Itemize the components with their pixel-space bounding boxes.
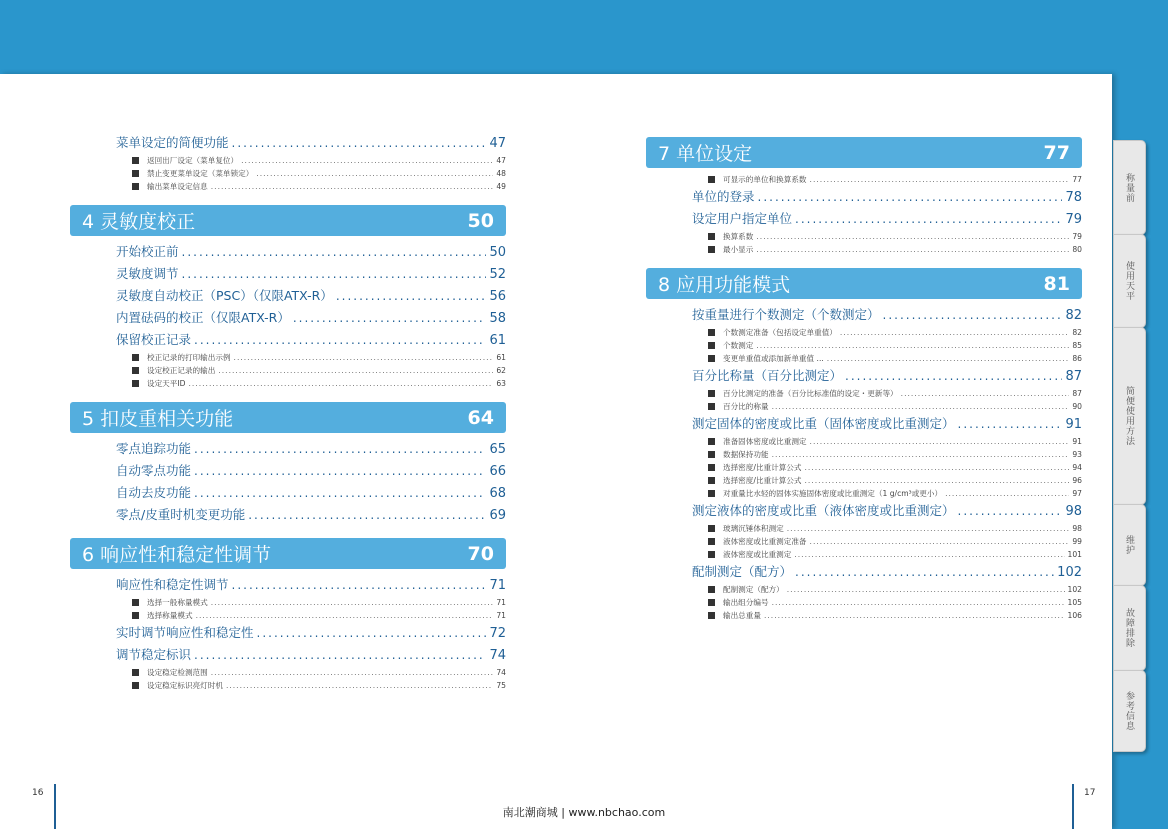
toc-entry[interactable] <box>692 413 1082 435</box>
leader-dots <box>211 666 494 679</box>
leader-dots <box>827 352 1070 365</box>
bullet-square-icon <box>132 367 139 374</box>
bullet-square-icon <box>132 354 139 361</box>
subentry-page: 87 <box>1072 389 1082 398</box>
page-number-left: 16 <box>32 788 44 798</box>
toc-subentry[interactable] <box>692 596 1082 609</box>
toc-entry[interactable] <box>116 438 506 460</box>
subentry-label: 换算系数 <box>723 232 754 241</box>
subentry-page: 71 <box>496 611 506 620</box>
bullet-square-icon <box>708 176 715 183</box>
leader-dots <box>772 448 1070 461</box>
leader-dots <box>901 387 1070 400</box>
subentry-page: 71 <box>496 598 506 607</box>
subentry-page: 48 <box>496 169 506 178</box>
bullet-square-icon <box>132 669 139 676</box>
toc-left-column <box>70 132 506 692</box>
entry-page: 79 <box>1065 212 1082 227</box>
subentry-label: 校正记录的打印输出示例 <box>147 353 231 362</box>
bullet-square-icon <box>708 464 715 471</box>
entry-label: 灵敏度自动校正（PSC）（仅限ATX-R） <box>116 288 333 303</box>
tab-before-weighing[interactable]: 称量前 <box>1113 140 1146 235</box>
chapter-title: 5 扣皮重相关功能 <box>82 408 234 430</box>
page-number-right: 17 <box>1084 788 1096 798</box>
entry-page: 69 <box>489 508 506 523</box>
leader-dots <box>232 574 487 596</box>
entry-label: 单位的登录 <box>692 189 755 204</box>
subentry-page: 97 <box>1072 489 1082 498</box>
subentry-label: 液体密度或比重测定准备 <box>723 537 807 546</box>
subentry-label: 设定校正记录的输出 <box>147 366 216 375</box>
subentry-label: 输出组分编号 <box>723 598 769 607</box>
subentry-label: 设定稳定标识亮灯时机 <box>147 681 223 690</box>
leader-dots <box>194 329 486 351</box>
tab-troubleshooting[interactable]: 故障排除 <box>1113 585 1146 671</box>
leader-dots <box>795 561 1054 583</box>
leader-dots <box>194 644 486 666</box>
bullet-square-icon <box>708 390 715 397</box>
leader-dots <box>756 339 1069 352</box>
leader-dots <box>805 461 1070 474</box>
subentry-page: 96 <box>1072 476 1082 485</box>
leader-dots <box>805 474 1070 487</box>
bullet-square-icon <box>708 538 715 545</box>
toc-right-column <box>646 137 1082 622</box>
leader-dots <box>336 285 487 307</box>
subentry-page: 85 <box>1072 341 1082 350</box>
entry-label: 测定液体的密度或比重（液体密度或比重测定） <box>692 503 955 518</box>
subentry-page: 79 <box>1072 232 1082 241</box>
leader-dots <box>194 482 486 504</box>
toc-subentry[interactable] <box>116 679 506 692</box>
subentry-label: 个数测定 <box>723 341 754 350</box>
leader-dots <box>810 173 1070 186</box>
subentry-page: 101 <box>1067 550 1082 559</box>
toc-subentry[interactable] <box>692 387 1082 400</box>
chapter-page: 50 <box>467 209 494 232</box>
leader-dots <box>772 596 1065 609</box>
toc-subentry[interactable] <box>692 535 1082 548</box>
toc-entry[interactable] <box>692 304 1082 326</box>
entry-page: 61 <box>489 333 506 348</box>
toc-entry[interactable] <box>692 500 1082 522</box>
entry-page: 82 <box>1065 308 1082 323</box>
toc-entry[interactable] <box>116 574 506 596</box>
bullet-square-icon <box>708 233 715 240</box>
subentry-page: 94 <box>1072 463 1082 472</box>
bullet-square-icon <box>708 438 715 445</box>
entry-page: 102 <box>1057 565 1082 580</box>
chapter-heading[interactable] <box>70 205 506 236</box>
leader-dots <box>958 413 1063 435</box>
toc-subentry[interactable] <box>116 609 506 622</box>
toc-subentry[interactable] <box>692 339 1082 352</box>
toc-subentry[interactable] <box>116 351 506 364</box>
subentry-label: 选择密度/比重计算公式 <box>723 463 802 472</box>
entry-label: 灵敏度调节 <box>116 266 179 281</box>
bullet-square-icon <box>708 451 715 458</box>
toc-subentry[interactable] <box>692 448 1082 461</box>
subentry-label: 液体密度或比重测定 <box>723 550 792 559</box>
entry-page: 98 <box>1065 504 1082 519</box>
entry-page: 74 <box>489 648 506 663</box>
entry-label: 配制测定（配方） <box>692 564 793 579</box>
top-banner <box>0 0 1168 74</box>
toc-subentry[interactable] <box>116 364 506 377</box>
chapter-title: 8 应用功能模式 <box>658 274 791 296</box>
chapter-heading[interactable] <box>70 402 506 433</box>
leader-dots <box>256 167 493 180</box>
bullet-square-icon <box>708 586 715 593</box>
bullet-square-icon <box>708 612 715 619</box>
toc-subentry[interactable] <box>116 154 506 167</box>
toc-entry[interactable] <box>116 482 506 504</box>
entry-label: 内置砝码的校正（仅限ATX-R） <box>116 310 290 325</box>
toc-subentry[interactable] <box>116 377 506 390</box>
subentry-page: 74 <box>496 668 506 677</box>
toc-subentry[interactable] <box>692 435 1082 448</box>
toc-subentry[interactable] <box>692 461 1082 474</box>
bullet-square-icon <box>708 355 715 362</box>
toc-subentry[interactable] <box>692 474 1082 487</box>
subentry-label: 准备固体密度或比重测定 <box>723 437 807 446</box>
entry-page: 72 <box>489 626 506 641</box>
toc-subentry[interactable] <box>692 548 1082 561</box>
subentry-page: 75 <box>496 681 506 690</box>
subentry-page: 47 <box>496 156 506 165</box>
subentry-page: 86 <box>1072 354 1082 363</box>
entry-label: 设定用户指定单位 <box>692 211 793 226</box>
tab-maintenance[interactable]: 维护 <box>1113 504 1146 586</box>
bullet-square-icon <box>708 490 715 497</box>
entry-label: 测定固体的密度或比重（固体密度或比重测定） <box>692 416 955 431</box>
entry-label: 调节稳定标识 <box>116 647 192 662</box>
leader-dots <box>945 487 1069 500</box>
entry-page: 50 <box>489 245 506 260</box>
bullet-square-icon <box>708 551 715 558</box>
toc-entry[interactable] <box>116 307 506 329</box>
toc-entry[interactable] <box>116 132 506 154</box>
leader-dots <box>182 263 487 285</box>
leader-dots <box>764 609 1065 622</box>
bullet-square-icon <box>132 170 139 177</box>
subentry-page: 102 <box>1067 585 1082 594</box>
leader-dots <box>182 241 487 263</box>
chapter-title: 4 灵敏度校正 <box>82 211 196 233</box>
entry-label: 开始校正前 <box>116 244 179 259</box>
subentry-label: 返回出厂设定（菜单复位） <box>147 156 239 165</box>
leader-dots <box>756 243 1069 256</box>
chapter-title: 7 单位设定 <box>658 143 753 165</box>
subentry-label: 百分比测定的准备（百分比标准值的设定・更新等） <box>723 389 898 398</box>
entry-label: 百分比称量（百分比测定） <box>692 368 843 383</box>
subentry-page: 93 <box>1072 450 1082 459</box>
toc-subentry[interactable] <box>692 487 1082 500</box>
toc-subentry[interactable] <box>116 596 506 609</box>
subentry-label: 设定天平ID <box>147 379 186 388</box>
leader-dots <box>810 435 1070 448</box>
subentry-label: 配制测定（配方） <box>723 585 784 594</box>
leader-dots <box>795 208 1062 230</box>
subentry-label: 选择称量模式 <box>147 611 193 620</box>
leader-dots <box>188 377 493 390</box>
subentry-label: 变更单重值或添加新单重值 ... <box>723 354 824 363</box>
toc-entry[interactable] <box>692 186 1082 208</box>
bullet-square-icon <box>708 599 715 606</box>
subentry-page: 105 <box>1067 598 1082 607</box>
entry-page: 47 <box>489 136 506 151</box>
toc-subentry[interactable] <box>692 173 1082 186</box>
toc-entry[interactable] <box>692 208 1082 230</box>
entry-label: 保留校正记录 <box>116 332 192 347</box>
entry-label: 实时调节响应性和稳定性 <box>116 625 254 640</box>
subentry-page: 80 <box>1072 245 1082 254</box>
subentry-label: 最小显示 <box>723 245 754 254</box>
bullet-square-icon <box>708 403 715 410</box>
tab-using-balance[interactable]: 使用天平 <box>1113 234 1146 328</box>
toc-entry[interactable] <box>116 644 506 666</box>
subentry-label: 数据保持功能 <box>723 450 769 459</box>
leader-dots <box>787 583 1065 596</box>
subentry-page: 49 <box>496 182 506 191</box>
toc-subentry[interactable] <box>692 583 1082 596</box>
chapter-page: 70 <box>467 542 494 565</box>
subentry-page: 63 <box>496 379 506 388</box>
subentry-page: 99 <box>1072 537 1082 546</box>
toc-entry[interactable] <box>116 460 506 482</box>
toc-subentry[interactable] <box>692 230 1082 243</box>
toc-subentry[interactable] <box>692 352 1082 365</box>
chapter-heading[interactable] <box>646 137 1082 168</box>
leader-dots <box>257 622 487 644</box>
toc-entry[interactable] <box>116 263 506 285</box>
toc-subentry[interactable] <box>692 326 1082 339</box>
bullet-square-icon <box>708 342 715 349</box>
toc-subentry[interactable] <box>116 167 506 180</box>
toc-entry[interactable] <box>116 241 506 263</box>
entry-page: 91 <box>1065 417 1082 432</box>
toc-entry[interactable] <box>692 561 1082 583</box>
entry-page: 65 <box>489 442 506 457</box>
leader-dots <box>794 548 1064 561</box>
leader-dots <box>845 365 1062 387</box>
chapter-title: 6 响应性和稳定性调节 <box>82 544 272 566</box>
entry-page: 71 <box>489 578 506 593</box>
subentry-label: 对重量比水轻的固体实施固体密度或比重测定（1 g/cm³或更小） <box>723 489 943 498</box>
tab-convenient-usage[interactable]: 简便使用方法 <box>1113 327 1146 505</box>
subentry-label: 可显示的单位和换算系数 <box>723 175 807 184</box>
subentry-page: 98 <box>1072 524 1082 533</box>
leader-dots <box>211 596 494 609</box>
toc-entry[interactable] <box>116 622 506 644</box>
toc-entry[interactable] <box>692 365 1082 387</box>
leader-dots <box>756 230 1069 243</box>
leader-dots <box>883 304 1063 326</box>
toc-subentry[interactable] <box>692 400 1082 413</box>
subentry-label: 玻璃沉锤体积测定 <box>723 524 784 533</box>
subentry-page: 82 <box>1072 328 1082 337</box>
subentry-label: 选择一般称量模式 <box>147 598 208 607</box>
subentry-label: 选择密度/比重计算公式 <box>723 476 802 485</box>
subentry-label: 输出总重量 <box>723 611 761 620</box>
entry-label: 零点追踪功能 <box>116 441 192 456</box>
subentry-page: 90 <box>1072 402 1082 411</box>
entry-label: 自动去皮功能 <box>116 485 192 500</box>
entry-label: 自动零点功能 <box>116 463 192 478</box>
entry-page: 68 <box>489 486 506 501</box>
leader-dots <box>194 460 486 482</box>
leader-dots <box>293 307 487 329</box>
subentry-label: 百分比的称量 <box>723 402 769 411</box>
entry-page: 56 <box>489 289 506 304</box>
subentry-label: 个数测定准备（包括设定单重值） <box>723 328 837 337</box>
bullet-square-icon <box>708 329 715 336</box>
leader-dots <box>840 326 1069 339</box>
leader-dots <box>196 609 494 622</box>
subentry-page: 77 <box>1072 175 1082 184</box>
bullet-square-icon <box>132 682 139 689</box>
chapter-page: 77 <box>1043 141 1070 164</box>
entry-page: 58 <box>489 311 506 326</box>
leader-dots <box>810 535 1070 548</box>
chapter-heading[interactable] <box>646 268 1082 299</box>
subentry-page: 91 <box>1072 437 1082 446</box>
subentry-page: 106 <box>1067 611 1082 620</box>
leader-dots <box>787 522 1070 535</box>
subentry-label: 输出菜单设定信息 <box>147 182 208 191</box>
toc-entry[interactable] <box>116 504 506 526</box>
toc-entry[interactable] <box>116 285 506 307</box>
toc-subentry[interactable] <box>116 666 506 679</box>
toc-subentry[interactable] <box>116 180 506 193</box>
leader-dots <box>218 364 493 377</box>
bullet-square-icon <box>132 612 139 619</box>
subentry-label: 设定稳定检测范围 <box>147 668 208 677</box>
entry-page: 66 <box>489 464 506 479</box>
leader-dots <box>958 500 1063 522</box>
bullet-square-icon <box>132 380 139 387</box>
bullet-square-icon <box>132 157 139 164</box>
toc-entry[interactable] <box>116 329 506 351</box>
entry-page: 87 <box>1065 369 1082 384</box>
chapter-page: 64 <box>467 406 494 429</box>
leader-dots <box>772 400 1070 413</box>
leader-dots <box>234 351 494 364</box>
entry-label: 菜单设定的简便功能 <box>116 135 229 150</box>
bullet-square-icon <box>708 525 715 532</box>
bullet-square-icon <box>708 477 715 484</box>
toc-subentry[interactable] <box>692 522 1082 535</box>
entry-label: 按重量进行个数测定（个数测定） <box>692 307 880 322</box>
leader-dots <box>226 679 493 692</box>
bullet-square-icon <box>708 246 715 253</box>
leader-dots <box>232 132 487 154</box>
entry-page: 52 <box>489 267 506 282</box>
bullet-square-icon <box>132 183 139 190</box>
leader-dots <box>211 180 494 193</box>
subentry-page: 62 <box>496 366 506 375</box>
subentry-label: 禁止变更菜单设定（菜单锁定） <box>147 169 254 178</box>
entry-label: 零点/皮重时机变更功能 <box>116 507 246 522</box>
toc-subentry[interactable] <box>692 243 1082 256</box>
bullet-square-icon <box>132 599 139 606</box>
entry-label: 响应性和稳定性调节 <box>116 577 229 592</box>
tab-reference[interactable]: 参考信息 <box>1113 670 1146 752</box>
leader-dots <box>241 154 493 167</box>
chapter-page: 81 <box>1043 272 1070 295</box>
toc-subentry[interactable] <box>692 609 1082 622</box>
leader-dots <box>758 186 1063 208</box>
entry-page: 78 <box>1065 190 1082 205</box>
footer-text: 南北潮商城 | www.nbchao.com <box>502 806 666 819</box>
chapter-heading[interactable] <box>70 538 506 569</box>
leader-dots <box>194 438 486 460</box>
leader-dots <box>248 504 486 526</box>
subentry-page: 61 <box>496 353 506 362</box>
